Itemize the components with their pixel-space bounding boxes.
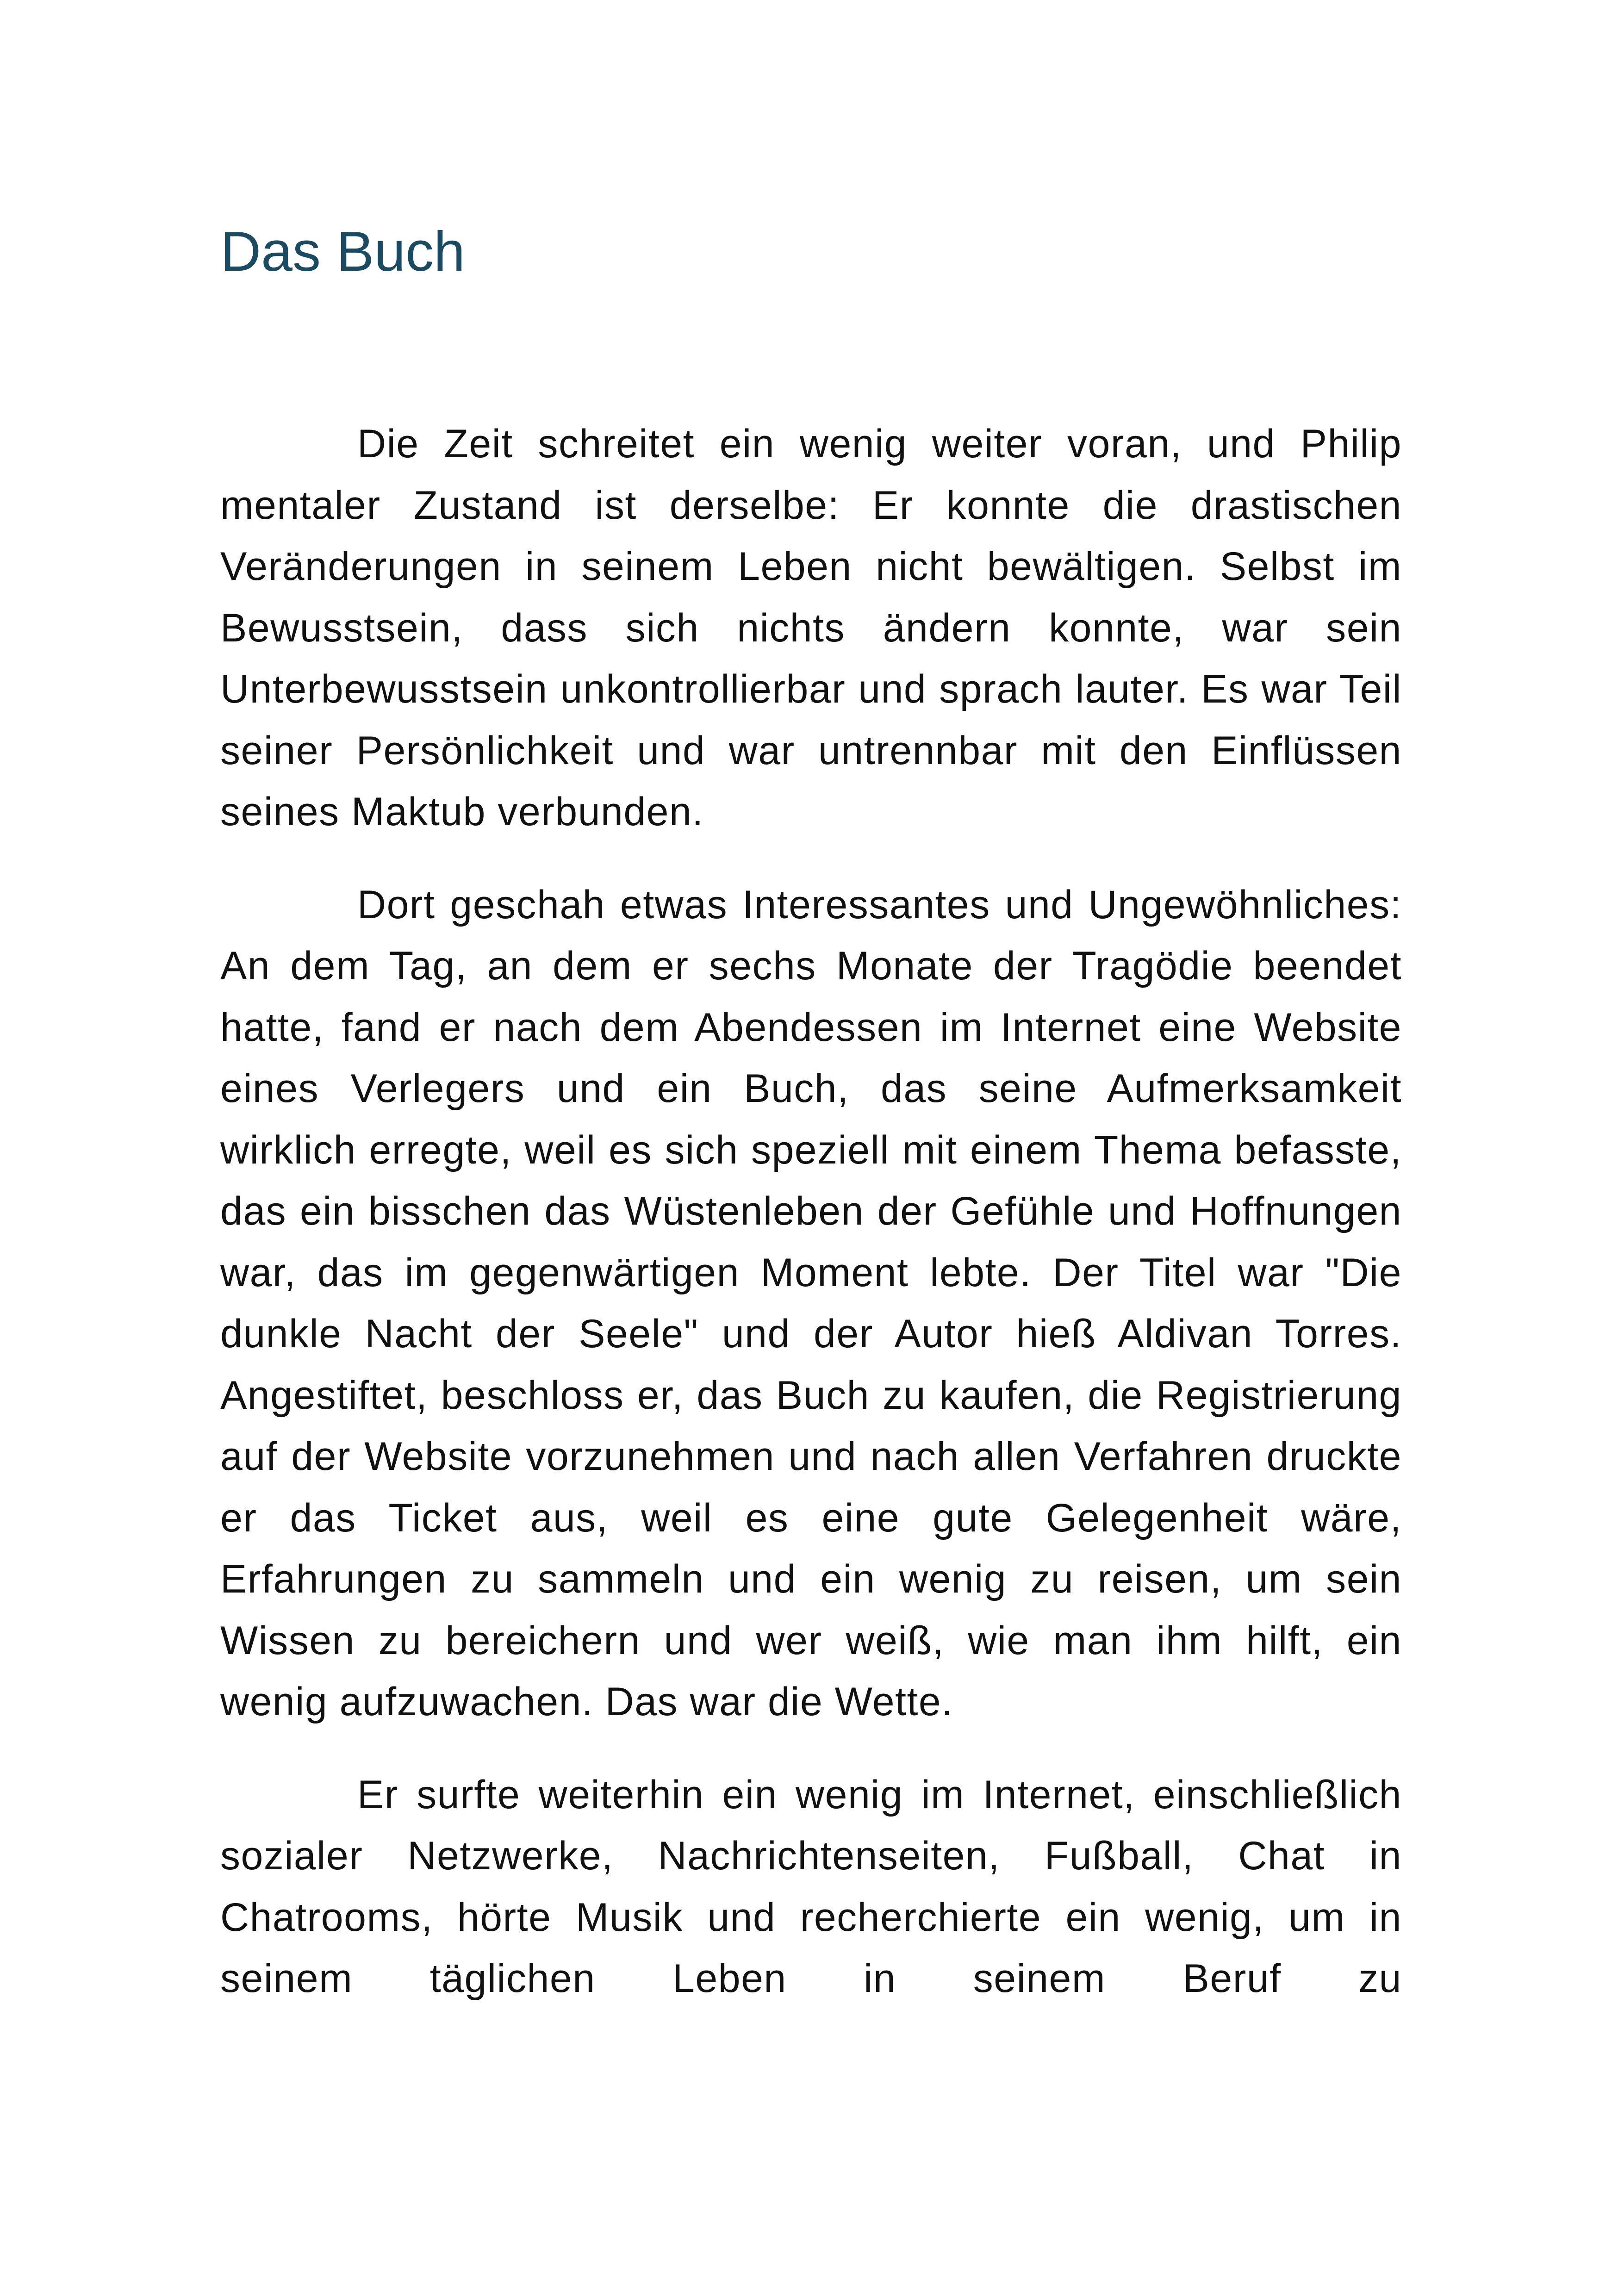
chapter-title: Das Buch	[220, 220, 465, 283]
paragraph: Er surfte weiterhin ein wenig im Internet, einschließlich sozialer Netzwerke, Nachrichtenseiten, Fußball, Chat in Chatrooms, hörte Musik und recherchierte ein wenig, um in seinem täglichen Leben in seinem Beruf zu	[220, 1772, 1402, 2001]
paragraph: Dort geschah etwas Interessantes und Ungewöhnliches: An dem Tag, an dem er sechs Monate der Tragödie beendet hatte, fand er nach dem Abendessen im Internet eine Website eines Verlegers und ein Buch, das seine Aufmerksamkeit wirklich erregte, weil es sich speziell mit einem Thema befasste, das ein bisschen das Wüstenleben der Gefühle und Hoffnungen war, das im gegenwärtigen Moment lebte. Der Titel war "Die dunkle Nacht der Seele" und der Autor hieß Aldivan Torres. Angestiftet, beschloss er, das Buch zu kaufen, die Registrierung auf der Website vorzunehmen und nach allen Verfahren druckte er das Ticket aus, weil es eine gute Gelegenheit wäre, Erfahrungen zu sammeln und ein wenig zu reisen, um sein Wissen zu bereichern und wer weiß, wie man ihm hilft, ein wenig aufzuwachen. Das war die Wette.	[220, 882, 1402, 1724]
chapter-body	[220, 413, 1402, 2010]
paragraph: Die Zeit schreitet ein wenig weiter voran, und Philip mentaler Zustand ist derselbe: Er konnte die drastischen Veränderungen in seinem Leben nicht bewältigen. Selbst im Bewusstsein, dass sich nichts ändern konnte, war sein Unterbewusstsein unkontrollierbar und sprach lauter. Es war Teil seiner Persönlichkeit und war untrennbar mit den Einflüssen seines Maktub verbunden.	[220, 422, 1402, 834]
